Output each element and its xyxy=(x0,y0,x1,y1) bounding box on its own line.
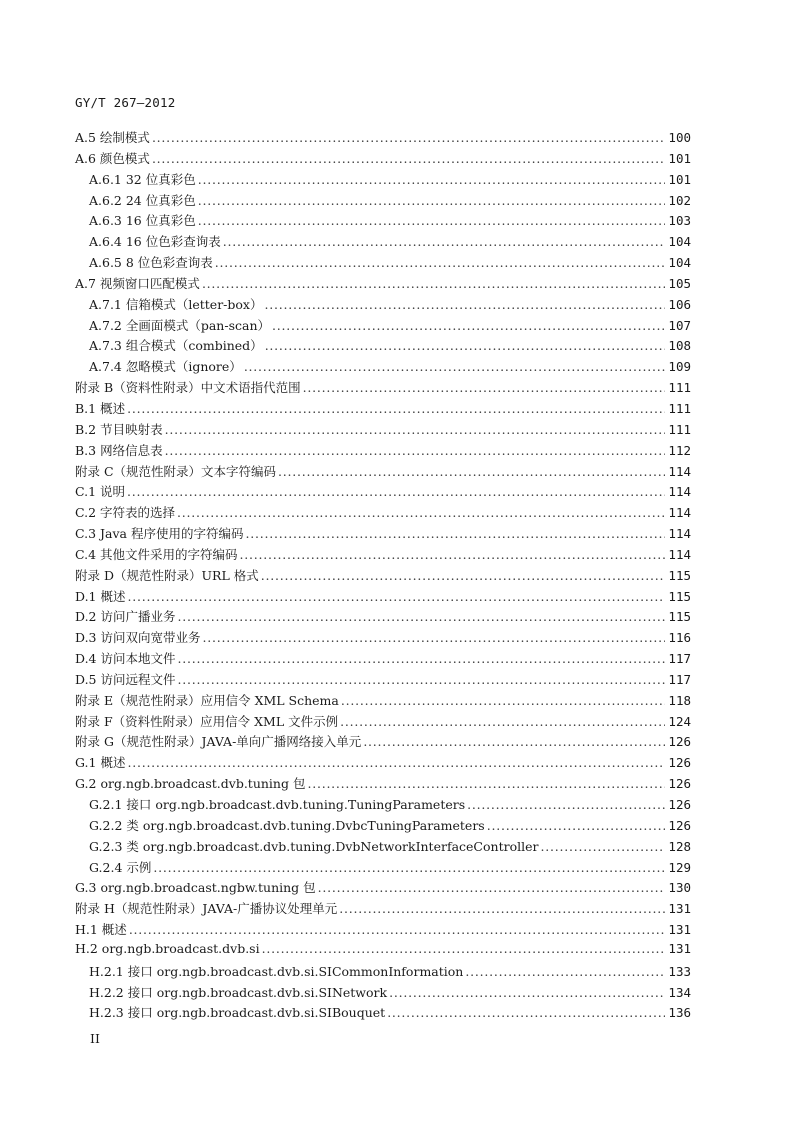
toc-entry-title: A.6.1 32 位真彩色 xyxy=(89,171,196,187)
toc-entry-page: 105 xyxy=(668,275,691,291)
toc-entry-page: 100 xyxy=(668,130,691,145)
toc-entry[interactable] xyxy=(75,858,691,879)
toc-entry[interactable] xyxy=(75,732,691,753)
dot-leader xyxy=(272,318,665,333)
toc-entry-page: 103 xyxy=(668,213,691,229)
toc-entry-page: 128 xyxy=(668,838,691,854)
dot-leader xyxy=(127,755,665,770)
toc-entry-page: 117 xyxy=(668,651,691,667)
toc-entry-page: 102 xyxy=(668,192,691,208)
dot-leader xyxy=(264,297,665,312)
dot-leader xyxy=(540,839,665,854)
toc-entry[interactable] xyxy=(75,607,691,628)
toc-entry-page: 109 xyxy=(668,359,691,375)
toc-entry-title: H.2 org.ngb.broadcast.dvb.si xyxy=(75,940,260,956)
toc-entry-title: 附录 D（规范性附录）URL 格式 xyxy=(75,567,259,583)
dot-leader xyxy=(127,589,665,604)
page-number: II xyxy=(90,1031,100,1046)
toc-entry[interactable] xyxy=(75,962,691,983)
dot-leader xyxy=(465,964,665,979)
toc-entry-title: G.1 概述 xyxy=(75,755,126,771)
toc-entry-page: 114 xyxy=(668,546,691,562)
dot-leader xyxy=(387,1005,665,1020)
toc-entry-page: 104 xyxy=(668,234,691,250)
toc-entry-page: 118 xyxy=(668,692,691,708)
toc-entry-page: 129 xyxy=(668,859,691,875)
toc-entry[interactable] xyxy=(75,295,691,316)
toc-entry-title: B.3 网络信息表 xyxy=(75,442,163,458)
dot-leader xyxy=(153,860,665,875)
toc-entry[interactable] xyxy=(75,170,691,191)
toc-entry-page: 111 xyxy=(668,400,691,416)
toc-entry-page: 126 xyxy=(668,817,691,833)
toc-entry[interactable] xyxy=(75,670,691,691)
toc-entry-page: 115 xyxy=(668,609,691,625)
toc-entry[interactable] xyxy=(75,649,691,670)
table-of-contents xyxy=(75,128,691,1024)
toc-entry-title: G.3 org.ngb.broadcast.ngbw.tuning 包 xyxy=(75,880,316,896)
toc-entry-title: A.7 视频窗口匹配模式 xyxy=(75,275,200,291)
toc-entry[interactable] xyxy=(75,566,691,587)
dot-leader xyxy=(202,276,665,291)
toc-entry-title: H.1 概述 xyxy=(75,922,127,938)
dot-leader xyxy=(177,609,665,624)
toc-entry-title: 附录 C（规范性附录）文本字符编码 xyxy=(75,463,277,479)
dot-leader xyxy=(223,234,666,249)
dot-leader xyxy=(341,693,666,708)
toc-entry-title: C.1 说明 xyxy=(75,484,126,500)
toc-entry-title: D.1 概述 xyxy=(75,588,126,604)
dot-leader xyxy=(467,797,665,812)
toc-entry-page: 101 xyxy=(668,171,691,187)
toc-entry-title: A.6.3 16 位真彩色 xyxy=(89,213,196,229)
toc-entry[interactable] xyxy=(75,795,691,816)
toc-entry-page: 131 xyxy=(668,922,691,938)
dot-leader xyxy=(318,880,666,895)
dot-leader xyxy=(198,172,666,187)
toc-entry-page: 114 xyxy=(668,526,691,542)
toc-entry-page: 112 xyxy=(668,442,691,458)
toc-entry[interactable] xyxy=(75,774,691,795)
dot-leader xyxy=(240,547,666,562)
toc-entry[interactable] xyxy=(75,753,691,774)
toc-entry[interactable] xyxy=(75,837,691,858)
dot-leader xyxy=(340,714,665,729)
dot-leader xyxy=(244,359,666,374)
toc-entry[interactable] xyxy=(75,211,691,232)
dot-leader xyxy=(278,464,665,479)
toc-entry-page: 115 xyxy=(668,588,691,604)
page-header: GY/T 267—2012 xyxy=(75,95,176,110)
toc-entry[interactable] xyxy=(75,524,691,545)
toc-entry-page: 136 xyxy=(668,1005,691,1021)
toc-entry[interactable] xyxy=(75,441,691,462)
toc-entry-title: A.5 绘制模式 xyxy=(75,130,150,145)
toc-entry-page: 114 xyxy=(668,463,691,479)
toc-entry[interactable] xyxy=(75,983,691,1004)
toc-entry-page: 133 xyxy=(668,963,691,979)
dot-leader xyxy=(202,630,665,645)
toc-entry-title: A.7.2 全画面模式（pan-scan） xyxy=(89,317,271,333)
toc-entry-title: G.2.1 接口 org.ngb.broadcast.dvb.tuning.TuningParameters xyxy=(89,797,466,812)
toc-entry-title: 附录 F（资料性附录）应用信令 XML 文件示例 xyxy=(75,713,339,729)
toc-entry[interactable] xyxy=(75,274,691,295)
toc-entry[interactable] xyxy=(75,503,691,524)
dot-leader xyxy=(389,985,665,1000)
toc-entry[interactable] xyxy=(75,462,691,483)
toc-entry[interactable] xyxy=(75,941,691,962)
dot-leader xyxy=(215,255,666,270)
toc-entry-title: A.6.2 24 位真彩色 xyxy=(89,192,196,208)
toc-entry[interactable] xyxy=(75,191,691,212)
toc-entry[interactable] xyxy=(75,899,691,920)
toc-entry-page: 114 xyxy=(668,505,691,521)
toc-entry[interactable] xyxy=(75,336,691,357)
toc-entry-page: 126 xyxy=(668,755,691,771)
toc-entry[interactable] xyxy=(75,128,691,149)
toc-entry[interactable] xyxy=(75,316,691,337)
toc-entry[interactable] xyxy=(75,628,691,649)
toc-entry-title: C.2 字符表的选择 xyxy=(75,505,176,521)
toc-entry[interactable] xyxy=(75,816,691,837)
dot-leader xyxy=(127,401,665,416)
toc-entry-title: A.7.1 信箱模式（letter-box） xyxy=(89,296,263,312)
toc-entry[interactable] xyxy=(75,545,691,566)
toc-entry-page: 115 xyxy=(668,567,691,583)
dot-leader xyxy=(177,651,665,666)
toc-entry-title: C.4 其他文件采用的字符编码 xyxy=(75,546,238,562)
toc-entry-title: B.2 节目映射表 xyxy=(75,421,163,437)
toc-entry[interactable] xyxy=(75,149,691,170)
toc-entry-title: 附录 E（规范性附录）应用信令 XML Schema xyxy=(75,692,339,708)
toc-entry-page: 104 xyxy=(668,255,691,271)
toc-entry-title: D.4 访问本地文件 xyxy=(75,651,176,667)
toc-entry-title: A.7.4 忽略模式（ignore） xyxy=(89,359,242,375)
dot-leader xyxy=(245,526,665,541)
toc-entry[interactable] xyxy=(75,232,691,253)
dot-leader xyxy=(262,941,666,956)
toc-entry-page: 130 xyxy=(668,880,691,896)
toc-entry[interactable] xyxy=(75,482,691,503)
toc-entry[interactable] xyxy=(75,712,691,733)
dot-leader xyxy=(307,776,665,791)
toc-entry-page: 126 xyxy=(668,734,691,750)
toc-entry-title: G.2.2 类 org.ngb.broadcast.dvb.tuning.DvbcTuningParameters xyxy=(89,817,485,833)
toc-entry[interactable] xyxy=(75,253,691,274)
dot-leader xyxy=(152,151,665,166)
toc-entry-page: 117 xyxy=(668,671,691,687)
toc-entry-title: C.3 Java 程序使用的字符编码 xyxy=(75,526,244,542)
dot-leader xyxy=(198,213,666,228)
toc-entry[interactable] xyxy=(75,920,691,941)
toc-entry-page: 131 xyxy=(668,901,691,917)
toc-entry-title: 附录 H（规范性附录）JAVA-广播协议处理单元 xyxy=(75,901,338,917)
dot-leader xyxy=(165,443,666,458)
toc-entry[interactable] xyxy=(75,357,691,378)
toc-entry-title: A.6 颜色模式 xyxy=(75,150,150,166)
dot-leader xyxy=(265,338,666,353)
toc-entry[interactable] xyxy=(75,691,691,712)
dot-leader xyxy=(487,818,666,833)
dot-leader xyxy=(177,672,665,687)
toc-entry-title: B.1 概述 xyxy=(75,400,126,416)
dot-leader xyxy=(129,922,666,937)
toc-entry-page: 111 xyxy=(668,421,691,437)
toc-entry[interactable] xyxy=(75,1003,691,1024)
toc-entry-title: G.2.3 类 org.ngb.broadcast.dvb.tuning.DvbNetworkInterfaceController xyxy=(89,838,539,854)
toc-entry-page: 106 xyxy=(668,296,691,312)
toc-entry-page: 134 xyxy=(668,984,691,1000)
dot-leader xyxy=(261,568,666,583)
toc-entry-title: H.2.1 接口 org.ngb.broadcast.dvb.si.SICommonInformation xyxy=(89,963,464,979)
toc-entry[interactable] xyxy=(75,420,691,441)
dot-leader xyxy=(152,130,665,145)
toc-entry-title: 附录 B（资料性附录）中文术语指代范围 xyxy=(75,380,301,396)
toc-entry-title: H.2.2 接口 org.ngb.broadcast.dvb.si.SINetwork xyxy=(89,984,388,1000)
toc-entry[interactable] xyxy=(75,587,691,608)
toc-entry-title: 附录 G（规范性附录）JAVA-单向广播网络接入单元 xyxy=(75,734,362,750)
toc-entry-title: A.7.3 组合模式（combined） xyxy=(89,338,263,354)
dot-leader xyxy=(363,734,665,749)
toc-entry-title: A.6.4 16 位色彩查询表 xyxy=(89,234,221,250)
dot-leader xyxy=(165,422,666,437)
toc-entry-page: 107 xyxy=(668,317,691,333)
toc-entry-page: 108 xyxy=(668,338,691,354)
toc-entry-title: G.2 org.ngb.broadcast.dvb.tuning 包 xyxy=(75,776,306,792)
dot-leader xyxy=(127,484,665,499)
toc-entry-page: 116 xyxy=(668,630,691,646)
toc-entry-page: 124 xyxy=(668,713,691,729)
toc-entry-page: 101 xyxy=(668,150,691,166)
toc-entry-page: 131 xyxy=(668,940,691,956)
toc-entry-page: 126 xyxy=(668,776,691,792)
dot-leader xyxy=(339,901,665,916)
dot-leader xyxy=(198,193,666,208)
toc-entry-title: H.2.3 接口 org.ngb.broadcast.dvb.si.SIBouquet xyxy=(89,1005,386,1021)
toc-entry-page: 111 xyxy=(668,380,691,396)
toc-entry-title: G.2.4 示例 xyxy=(89,859,152,875)
toc-entry-title: D.5 访问远程文件 xyxy=(75,671,176,687)
toc-entry-title: D.2 访问广播业务 xyxy=(75,609,176,625)
dot-leader xyxy=(177,505,665,520)
toc-entry[interactable] xyxy=(75,878,691,899)
dot-leader xyxy=(303,380,666,395)
toc-entry-title: A.6.5 8 位色彩查询表 xyxy=(89,255,213,271)
toc-entry[interactable] xyxy=(75,399,691,420)
toc-entry-page: 114 xyxy=(668,484,691,500)
toc-entry-title: D.3 访问双向宽带业务 xyxy=(75,630,201,646)
toc-entry-page: 126 xyxy=(668,797,691,812)
toc-entry[interactable] xyxy=(75,378,691,399)
